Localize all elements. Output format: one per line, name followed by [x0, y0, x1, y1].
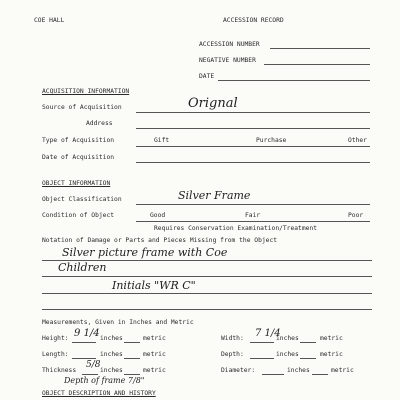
damage-note-3: Initials "WR C" — [112, 279, 196, 292]
depth-metric-field[interactable] — [300, 358, 316, 359]
condition-label: Condition of Object — [42, 212, 115, 219]
address-label: Address — [86, 120, 113, 127]
type-label: Type of Acquisition — [42, 137, 115, 144]
damage-label: Notation of Damage or Parts and Pieces Missing from the Object — [42, 237, 278, 244]
damage-line-4[interactable] — [42, 309, 372, 310]
length-inches-field[interactable] — [72, 358, 96, 359]
depth-of-frame-note: Depth of frame 7/8" — [64, 376, 145, 385]
width-label: Width: — [221, 335, 244, 342]
depth-label: Depth: — [221, 351, 244, 358]
classification-label: Object Classification — [42, 196, 122, 203]
negative-number-field[interactable] — [264, 64, 370, 65]
type-option-purchase[interactable]: Purchase — [256, 137, 287, 144]
thickness-inches-field[interactable] — [82, 374, 98, 375]
height-label: Height: — [42, 335, 69, 342]
height-metric-field[interactable] — [124, 342, 140, 343]
negative-number-label: NEGATIVE NUMBER — [199, 57, 256, 64]
source-field[interactable] — [136, 112, 370, 113]
classification-field[interactable] — [136, 204, 370, 205]
width-inches-field[interactable] — [250, 342, 274, 343]
diameter-metric-field[interactable] — [312, 374, 328, 375]
length-inches-unit: inches — [100, 351, 123, 358]
source-value: Orignal — [188, 96, 238, 111]
thickness-inches-unit: inches — [100, 367, 123, 374]
date-label: DATE — [199, 73, 215, 80]
source-label: Source of Acquisition — [42, 104, 122, 111]
width-metric-field[interactable] — [300, 342, 316, 343]
record-title: ACCESSION RECORD — [223, 17, 284, 24]
height-inches-unit: inches — [100, 335, 123, 342]
length-metric-unit: metric — [143, 351, 166, 358]
acquisition-date-field[interactable] — [136, 162, 370, 163]
depth-inches-unit: inches — [276, 351, 299, 358]
diameter-inches-unit: inches — [287, 367, 310, 374]
address-field[interactable] — [136, 128, 370, 129]
damage-note-1: Silver picture frame with Coe — [62, 246, 228, 259]
width-metric-unit: metric — [320, 335, 343, 342]
depth-metric-unit: metric — [320, 351, 343, 358]
type-option-other[interactable]: Other — [348, 137, 367, 144]
diameter-inches-field[interactable] — [262, 374, 284, 375]
depth-inches-field[interactable] — [250, 358, 274, 359]
condition-option-poor[interactable]: Poor — [348, 212, 364, 219]
condition-field-line — [136, 221, 370, 222]
width-inches-unit: inches — [276, 335, 299, 342]
damage-note-2: Children — [58, 261, 107, 274]
date-field[interactable] — [218, 80, 370, 81]
object-heading: OBJECT INFORMATION — [42, 180, 111, 187]
description-heading: OBJECT DESCRIPTION AND HISTORY — [42, 390, 156, 397]
width-value: 7 1/4 — [255, 328, 281, 339]
conservation-label[interactable]: Requires Conservation Examination/Treatment — [154, 225, 318, 232]
condition-option-fair[interactable]: Fair — [245, 212, 261, 219]
damage-line-3[interactable] — [42, 293, 372, 294]
height-metric-unit: metric — [143, 335, 166, 342]
accession-number-field[interactable] — [270, 48, 370, 49]
classification-value: Silver Frame — [178, 189, 251, 202]
height-value: 9 1/4 — [74, 328, 100, 339]
diameter-metric-unit: metric — [331, 367, 354, 374]
thickness-label: Thickness — [42, 367, 77, 374]
damage-line-2[interactable] — [42, 276, 372, 277]
acquisition-heading: ACQUISITION INFORMATION — [42, 88, 130, 95]
type-option-gift[interactable]: Gift — [154, 137, 170, 144]
thickness-value: 5/8 — [86, 360, 101, 370]
type-field-line — [136, 146, 370, 147]
institution-name: COE HALL — [34, 17, 65, 24]
height-inches-field[interactable] — [72, 342, 96, 343]
acquisition-date-label: Date of Acquisition — [42, 154, 115, 161]
length-metric-field[interactable] — [124, 358, 140, 359]
accession-number-label: ACCESSION NUMBER — [199, 41, 260, 48]
diameter-label: Diameter: — [221, 367, 256, 374]
length-label: Length: — [42, 351, 69, 358]
thickness-metric-field[interactable] — [124, 374, 140, 375]
measurements-heading: Measurements, Given in Inches and Metric — [42, 319, 194, 326]
condition-option-good[interactable]: Good — [150, 212, 166, 219]
thickness-metric-unit: metric — [143, 367, 166, 374]
